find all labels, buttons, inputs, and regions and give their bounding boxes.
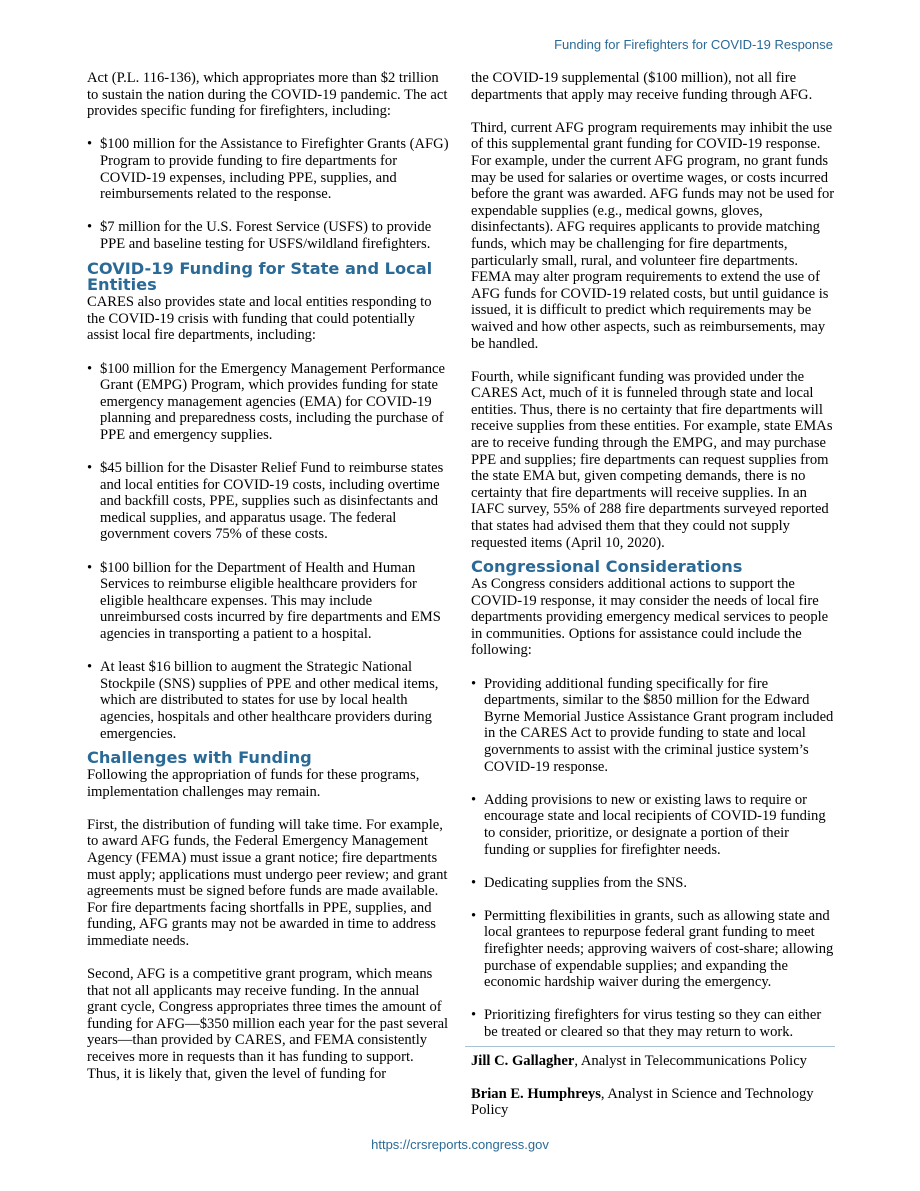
running-header: Funding for Firefighters for COVID-19 Response (554, 37, 833, 52)
right-column (471, 70, 835, 1136)
left-column (87, 70, 449, 1099)
fourth-challenge-paragraph: Fourth, while significant funding was provided under the CARES Act, much of it is funneled through state and local entities. Thus, there is no certainty that fire departments will receive supplies from these entities. For example, state EMAs are to receive funding through the EMPG, and may purchase PPE and supplies; fire departments can request supplies from the state EMA but, given competing demands, there is no certainty that fire departments will receive supplies. In an IAFC survey, 55% of 288 fire departments surveyed reported that states had advised them that they could not supply requested items (April 10, 2020). (471, 368, 833, 551)
state-local-intro: CARES also provides state and local entities responding to the COVID-19 crisis with funding that could potentially assist local fire departments, including: (87, 294, 432, 344)
list-item: • $100 million for the Assistance to Firefighter Grants (AFG) Program to provide funding to fire departments for COVID-19 expenses, including PPE, supplies, and reimbursements related to the response. (87, 136, 449, 202)
author-title: , Analyst in Science and Technology Policy (471, 1085, 814, 1119)
author-divider (465, 1046, 835, 1047)
footer-url-link[interactable]: https://crsreports.congress.gov (371, 1137, 549, 1152)
state-local-funding-list (87, 361, 449, 743)
intro-paragraph: Act (P.L. 116-136), which appropriates more than $2 trillion to sustain the nation during the COVID-19 pandemic. The act provides specific funding for firefighters, including: (87, 70, 448, 120)
section-heading-challenges: Challenges with Funding (87, 748, 312, 768)
list-item: • At least $16 billion to augment the Strategic National Stockpile (SNS) supplies of PPE and other medical items, which are distributed to states for use by local health agencies, hospitals and other healthcare providers during emergencies. (87, 659, 449, 742)
list-item: • Dedicating supplies from the SNS. (471, 875, 835, 892)
author-name: Brian E. Humphreys (471, 1085, 601, 1102)
congress-options-list (471, 676, 835, 1041)
list-item: • Prioritizing firefighters for virus testing so they can either be treated or cleared so that they may return to work. (471, 1007, 835, 1040)
author-line (471, 1053, 835, 1070)
list-item: • $100 billion for the Department of Health and Human Services to reimburse eligible healthcare providers for eligible healthcare expenses. This may include unreimbursed costs incurred by fire departments and EMS agencies in transporting a patient to a hospital. (87, 560, 449, 643)
third-challenge-paragraph: Third, current AFG program requirements may inhibit the use of this supplemental grant funding for COVID-19 response. For example, under the current AFG program, no grant funds may be used for salaries or overtime wages, or costs incurred before the grant was awarded. AFG funds may not be used for expendable supplies (e.g., medical gowns, gloves, disinfectants). AFG requires applicants to provide matching funds, which may be challenging for fire departments, particularly small, rural, and volunteer fire departments. FEMA may alter program requirements to extend the use of AFG funds for COVID-19 related costs, but until guidance is issued, it is difficult to predict which requirements may be waived and how other aspects, such as reimbursements, may be handled. (471, 119, 835, 352)
list-item: • Permitting flexibilities in grants, such as allowing state and local grantees to repurpose federal grant funding to meet firefighter needs; approving waivers of cost-share; allowing purchase of expendable supplies; and expanding the economic hardship waiver during the emergency. (471, 908, 835, 991)
list-item: • Adding provisions to new or existing laws to require or encourage state and local recipients of COVID-19 funding to consider, prioritize, or designate a portion of their funding or supplies for firefighter needs. (471, 792, 835, 858)
section-heading-state-local: COVID-19 Funding for State and Local Entities (87, 258, 433, 295)
congress-intro: As Congress considers additional actions to support the COVID-19 response, it may consider the needs of local fire departments providing emergency medical services to people in communities. Options for assistance could include the following: (471, 576, 829, 659)
list-item: • $100 million for the Emergency Management Performance Grant (EMPG) Program, which provides funding for state emergency management agencies (EMA) for COVID-19 planning and preparedness costs, including the purchase of PPE and emergency supplies. (87, 361, 449, 444)
list-item: • $7 million for the U.S. Forest Service (USFS) to provide PPE and baseline testing for USFS/wildland firefighters. (87, 219, 449, 252)
author-line (471, 1086, 835, 1119)
challenges-paragraph: Second, AFG is a competitive grant program, which means that not all applicants may receive funding. In the annual grant cycle, Congress appropriates three times the amount of funding for AFG—$350 million each year for the past several years—than provided by CARES, and FEMA consistently receives more in requests than it has funding to support. Thus, it is likely that, given the level of funding for (87, 966, 449, 1082)
firefighter-funding-list (87, 136, 449, 252)
list-item: • $45 billion for the Disaster Relief Fund to reimburse states and local entities for COVID-19 costs, including overtime and backfill costs, PPE, supplies such as disinfectants and medical supplies, and apparatus usage. The federal government covers 75% of these costs. (87, 460, 449, 543)
continuation-paragraph: the COVID-19 supplemental ($100 million), not all fire departments that apply may receive funding through AFG. (471, 70, 813, 103)
author-title: , Analyst in Telecommunications Policy (574, 1052, 807, 1069)
section-heading-congressional: Congressional Considerations (471, 557, 743, 577)
challenges-paragraph: First, the distribution of funding will take time. For example, to award AFG funds, the Federal Emergency Management Agency (FEMA) must issue a grant notice; fire departments must apply; applications must undergo peer review; and grant agreements must be signed before funds are made available. For fire departments facing shortfalls in PPE, supplies, and funding, AFG grants may not be awarded in time to address immediate needs. (87, 816, 448, 949)
author-name: Jill C. Gallagher (471, 1052, 575, 1069)
challenges-paragraph: Following the appropriation of funds for these programs, implementation challenges may remain. (87, 766, 420, 800)
list-item: • Providing additional funding specifically for fire departments, similar to the $850 million for the Edward Byrne Memorial Justice Assistance Grant program included in the CARES Act to provide funding to state and local governments to assist with the criminal justice system’s COVID-19 response. (471, 676, 835, 776)
